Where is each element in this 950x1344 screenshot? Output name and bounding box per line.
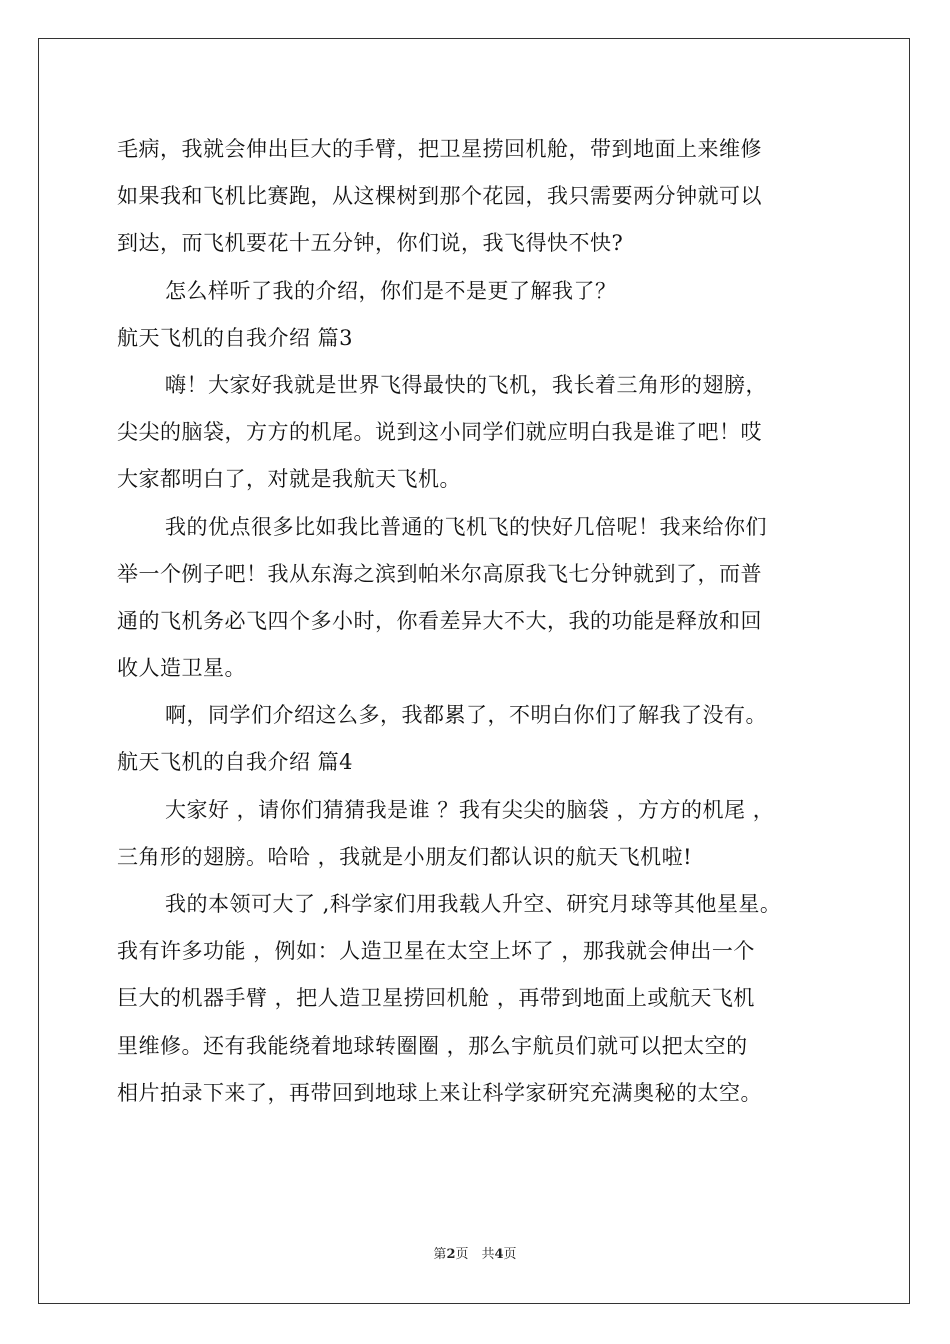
total-page-number: 4 bbox=[494, 1247, 504, 1262]
text-line: 我有许多功能 ，例如：人造卫星在太空上坏了 ，那我就会伸出一个 bbox=[117, 939, 755, 964]
text-line: 巨大的机器手臂 ，把人造卫星捞回机舱 ，再带到地面上或航天飞机 bbox=[117, 986, 755, 1011]
text-line: 尖尖的脑袋，方方的机尾。说到这小同学们就应明白我是谁了吧！哎 bbox=[117, 420, 762, 445]
text-line: 三角形的翅膀。哈哈 ，我就是小朋友们都认识的航天飞机啦! bbox=[117, 844, 693, 869]
text-line: 怎么样听了我的介绍，你们是不是更了解我了？ bbox=[165, 278, 617, 303]
text-line: 相片拍录下来了，再带回到地球上来让科学家研究充满奥秘的太空。 bbox=[117, 1080, 762, 1105]
text-line: 啊，同学们介绍这么多，我都累了，不明白你们了解我了没有。 bbox=[165, 703, 767, 728]
text-line: 通的飞机务必飞四个多小时，你看差异大不大，我的功能是释放和回 bbox=[117, 608, 762, 633]
paragraph bbox=[117, 881, 852, 1117]
section-heading bbox=[117, 315, 852, 362]
footer-suffix: 页 bbox=[503, 1247, 517, 1262]
text-line: 我的本领可大了 ,科学家们用我载人升空、研究月球等其他星星。 bbox=[165, 892, 782, 916]
text-line: 举一个例子吧！我从东海之滨到帕米尔高原我飞七分钟就到了，而普 bbox=[117, 561, 762, 586]
text-line: 里维修。还有我能绕着地球转圈圈 ，那么宇航员们就可以把太空的 bbox=[117, 1033, 748, 1058]
paragraph bbox=[117, 504, 852, 693]
text-line: 嗨！大家好我就是世界飞得最快的飞机，我长着三角形的翅膀， bbox=[165, 372, 767, 397]
text-line: 大家都明白了，对就是我航天飞机。 bbox=[117, 467, 461, 492]
footer-mid: 页 共 bbox=[455, 1247, 495, 1262]
footer-prefix: 第 bbox=[433, 1247, 447, 1262]
text-line: 收人造卫星。 bbox=[117, 656, 246, 681]
text-line: 毛病，我就会伸出巨大的手臂，把卫星捞回机舱，带到地面上来维修 bbox=[117, 137, 762, 161]
paragraph bbox=[117, 268, 852, 315]
paragraph bbox=[117, 692, 852, 739]
text-line: 航天飞机的自我介绍 篇3 bbox=[117, 325, 354, 350]
text-line: 到达，而飞机要花十五分钟，你们说，我飞得快不快? bbox=[117, 231, 624, 256]
page-footer bbox=[0, 1247, 950, 1263]
current-page-number: 2 bbox=[446, 1247, 456, 1262]
text-line: 如果我和飞机比赛跑，从这棵树到那个花园，我只需要两分钟就可以 bbox=[117, 184, 762, 209]
text-line: 航天飞机的自我介绍 篇4 bbox=[117, 750, 354, 775]
text-line: 大家好 ，请你们猜猜我是谁 ？我有尖尖的脑袋 ，方方的机尾 ， bbox=[165, 797, 775, 822]
text-line: 我的优点很多比如我比普通的飞机飞的快好几倍呢！我来给你们 bbox=[165, 514, 767, 539]
paragraph bbox=[117, 362, 852, 504]
paragraph bbox=[117, 126, 852, 268]
document-body bbox=[117, 126, 852, 1117]
section-heading bbox=[117, 739, 852, 786]
paragraph bbox=[117, 787, 852, 881]
